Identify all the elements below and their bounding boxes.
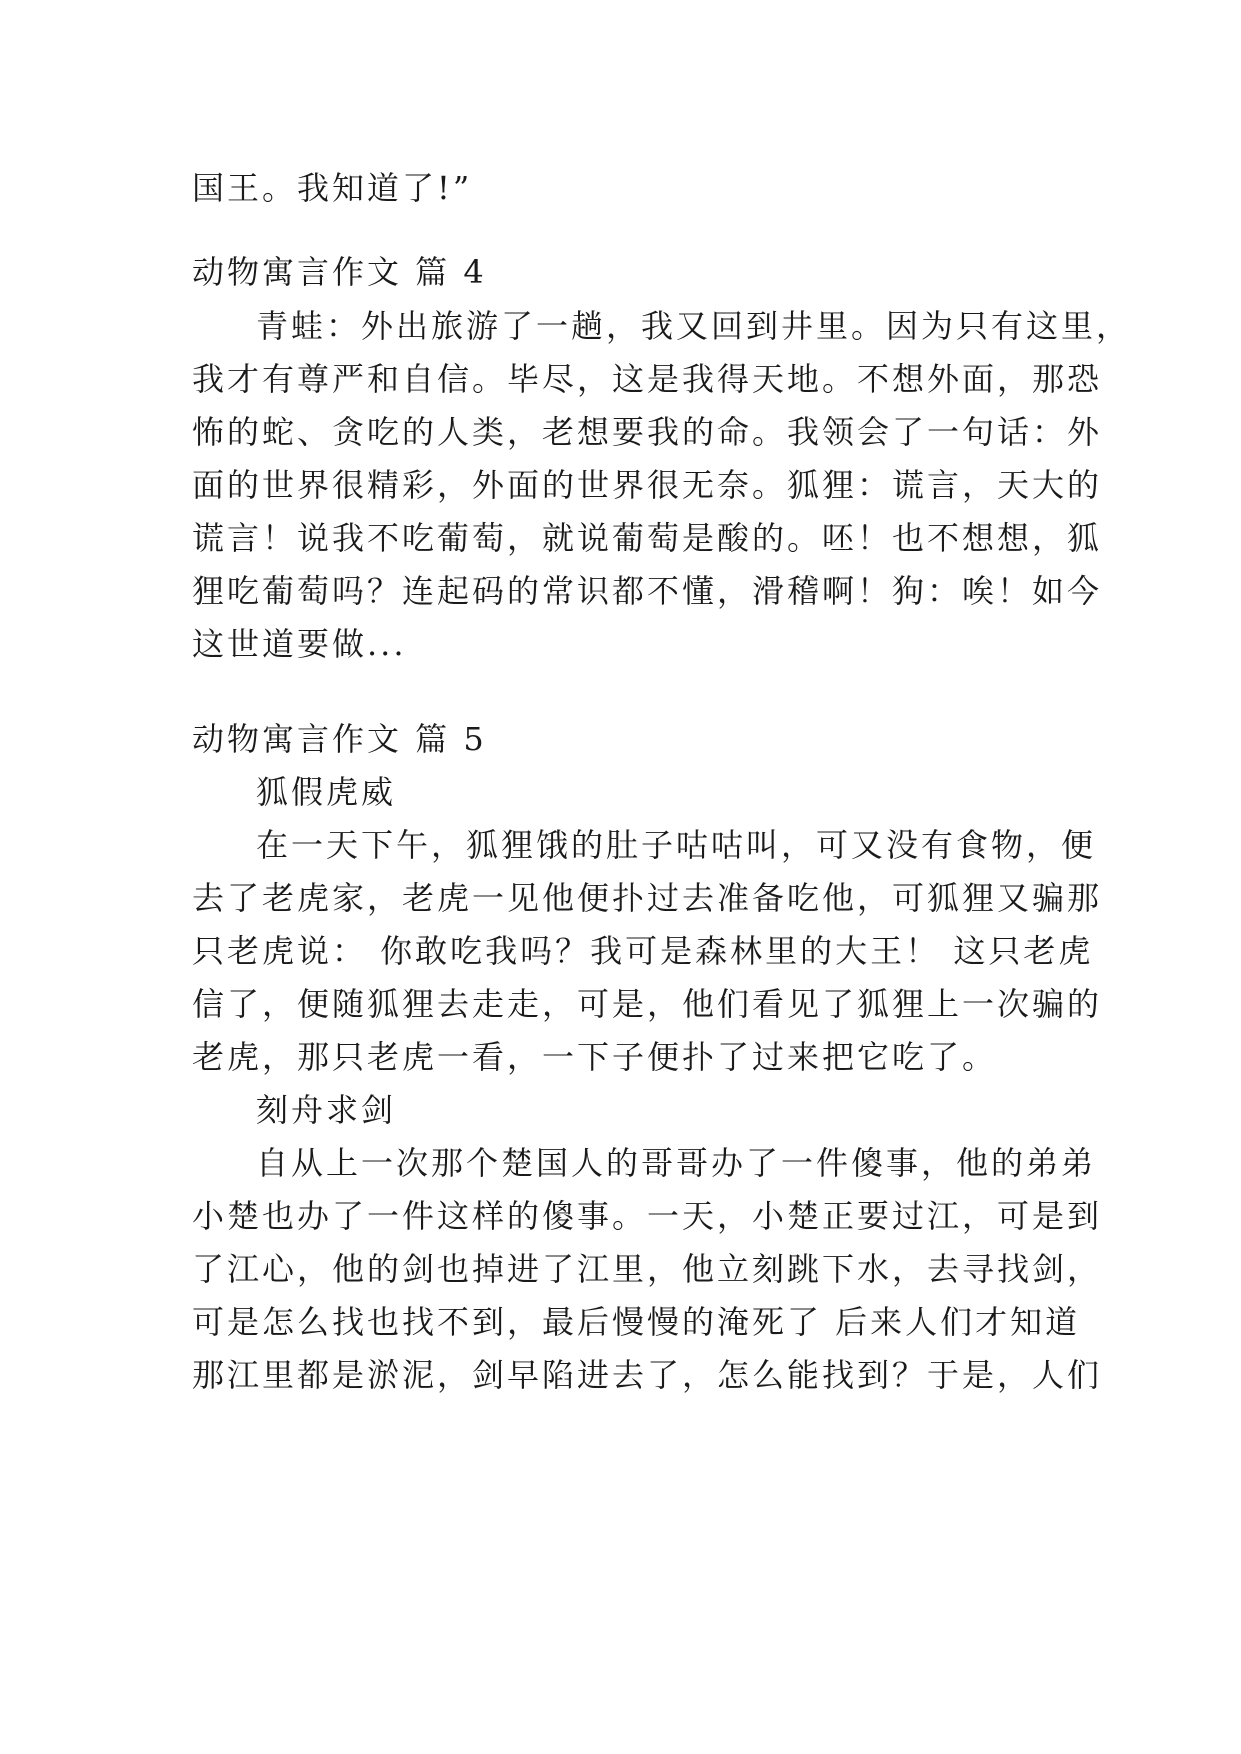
text-line: 了江心，他的剑也掉进了江里，他立刻跳下水，去寻找剑， [192,1250,1103,1288]
story-title: 狐假虎威 [256,773,397,811]
text-line: 信了，便随狐狸去走走，可是，他们看见了狐狸上一次骗的 [192,985,1103,1023]
text-line: 只老虎说： 你敢吃我吗？我可是森林里的大王！ 这只老虎 [192,932,1094,970]
text-line: 国王。我知道了!” [192,169,473,207]
text-line: 在一天下午，狐狸饿的肚子咕咕叫，可又没有食物，便 [256,826,1097,864]
section-heading: 动物寓言作文 篇 4 [192,253,487,291]
text-line: 老虎，那只老虎一看，一下子便扑了过来把它吃了。 [192,1038,998,1076]
text-line: 我才有尊严和自信。毕尽，这是我得天地。不想外面，那恐 [192,360,1103,398]
text-line: 去了老虎家，老虎一见他便扑过去准备吃他，可狐狸又骗那 [192,879,1103,917]
text-line: 小楚也办了一件这样的傻事。一天，小楚正要过江，可是到 [192,1197,1103,1235]
text-line: 面的世界很精彩，外面的世界很无奈。狐狸：谎言，天大的 [192,466,1103,504]
text-line: 怖的蛇、贪吃的人类，老想要我的命。我领会了一句话：外 [192,413,1103,451]
text-line: 这世道要做... [192,625,407,663]
text-line: 谎言！说我不吃葡萄，就说葡萄是酸的。呸！也不想想，狐 [192,519,1103,557]
story-title: 刻舟求剑 [256,1091,397,1129]
section-heading: 动物寓言作文 篇 5 [192,720,487,758]
text-line: 可是怎么找也找不到，最后慢慢的淹死了 后来人们才知道 [192,1303,1081,1341]
text-line: 自从上一次那个楚国人的哥哥办了一件傻事，他的弟弟 [256,1144,1097,1182]
text-line: 狸吃葡萄吗？连起码的常识都不懂，滑稽啊！狗：唉！如今 [192,572,1103,610]
text-line: 那江里都是淤泥，剑早陷进去了，怎么能找到？于是，人们 [192,1356,1103,1394]
text-line: 青蛙：外出旅游了一趟，我又回到井里。因为只有这里， [256,307,1132,345]
